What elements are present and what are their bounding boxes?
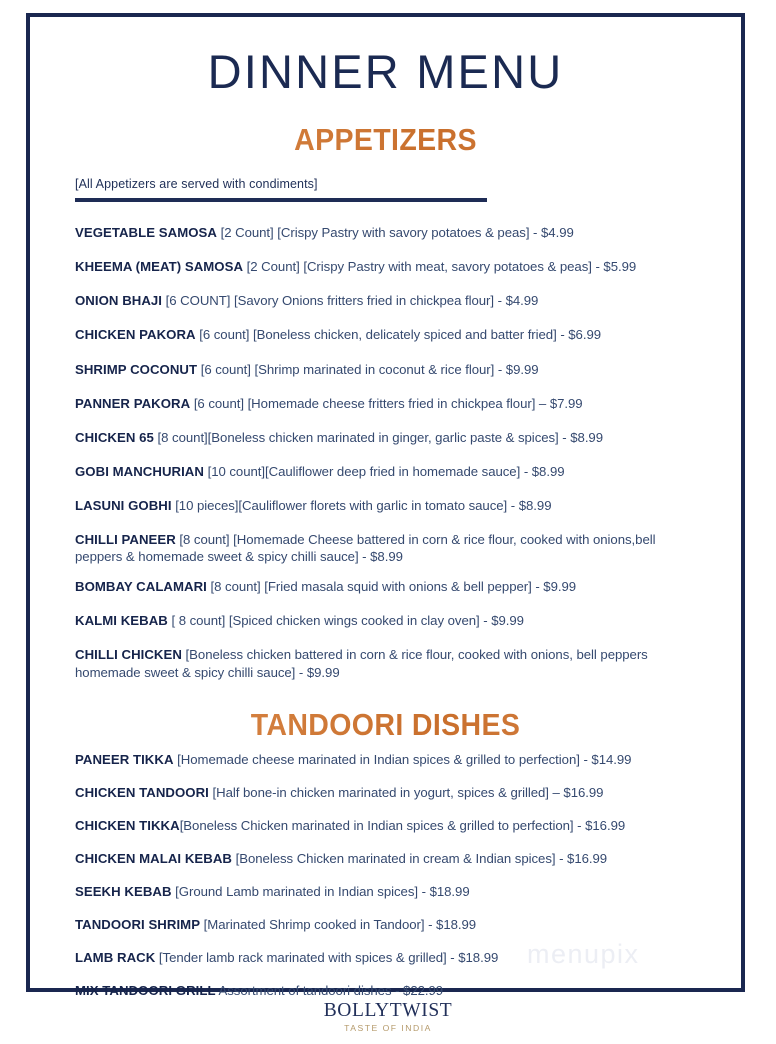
menu-item [75,578,697,612]
menu-item [75,850,697,883]
menu-item-description: [6 count] [Homemade cheese fritters fried in chickpea flour] – $7.99 [190,395,583,411]
menu-item-description: [10 pieces][Cauliflower florets with garlic in tomato sauce] - $8.99 [171,497,552,513]
menu-item [75,751,697,784]
section-divider-rule [75,198,487,202]
appetizers-note-block [75,177,741,202]
section-heading-tandoori: TANDOORI DISHES [58,707,712,743]
menu-item-description: [8 count] [Fried masala squid with onions & bell pepper] - $9.99 [206,578,577,594]
menu-item-name: GOBI MANCHURIAN [75,463,204,479]
menu-frame [26,13,745,999]
menu-item-description: [6 count] [Boneless chicken, delicately spiced and batter fried] - $6.99 [195,327,602,343]
restaurant-tagline: TASTE OF INDIA [344,1022,432,1033]
menu-item-name: LASUNI GOBHI [75,497,172,513]
menu-item [75,395,697,429]
menu-item-name: KHEEMA (MEAT) SAMOSA [75,259,244,275]
restaurant-name: BOLLYTWIST [323,1000,453,1021]
menu-item-name: VEGETABLE SAMOSA [75,225,217,241]
menu-item-description: [8 count][Boneless chicken marinated in ginger, garlic paste & spices] - $8.99 [153,429,603,445]
menu-item-name: CHICKEN 65 [75,429,154,445]
menu-item-name: KALMI KEBAB [75,612,168,628]
menu-item-name: PANEER TIKKA [75,752,174,768]
menu-item-name: SHRIMP COCONUT [75,361,198,377]
menu-item-description: [Boneless chicken battered in corn & rice flour, cooked with onions, bell peppers homemade sweet & spicy chilli sauce] - $9.99 [75,646,648,680]
section-heading-appetizers: APPETIZERS [58,122,712,158]
menu-item-name: CHICKEN TANDOORI [75,785,209,801]
menu-item-description: [Homemade cheese marinated in Indian spices & grilled to perfection] - $14.99 [173,752,632,768]
menu-item-name: ONION BHAJI [75,293,163,309]
menu-item [75,612,697,646]
tandoori-item-list [30,751,741,1015]
menu-item [75,224,697,258]
menu-item-description: Assortment of tandoori dishes - $22.99 [215,983,444,999]
menu-item [75,361,697,395]
menu-item [75,326,697,360]
menu-item-description: [Boneless Chicken marinated in cream & Indian spices] - $16.99 [232,851,608,867]
menu-item-description: [Tender lamb rack marinated with spices & grilled] - $18.99 [155,950,499,966]
menu-item-description: [Ground Lamb marinated in Indian spices] - $18.99 [171,884,470,900]
menu-item-description: [ 8 count] [Spiced chicken wings cooked in clay oven] - $9.99 [167,612,524,628]
appetizers-note: [All Appetizers are served with condiments] [75,177,318,192]
appetizer-item-list [30,224,741,693]
menu-item-description: [8 count] [Homemade Cheese battered in corn & rice flour, cooked with onions,bell peppers & homemade sweet & spicy chilli sauce] - $8.99 [75,531,656,565]
menu-item-description: [2 Count] [Crispy Pastry with meat, savory potatoes & peas] - $5.99 [243,259,637,275]
menu-item [75,817,697,850]
menu-item-description: [Half bone-in chicken marinated in yogurt, spices & grilled] – $16.99 [208,785,604,801]
menu-item [75,784,697,817]
menupix-watermark: menupix [527,939,640,969]
menu-item-name: CHICKEN MALAI KEBAB [75,851,232,867]
menu-item-description: [2 Count] [Crispy Pastry with savory potatoes & peas] - $4.99 [216,225,574,241]
menu-item-name: CHICKEN PAKORA [75,327,196,343]
menu-item-description: [Marinated Shrimp cooked in Tandoor] - $18.99 [200,917,477,933]
menu-item-name: SEEKH KEBAB [75,884,172,900]
menu-item [75,292,697,326]
menu-item [75,883,697,916]
menu-item [75,258,697,292]
page-title: DINNER MENU [207,45,564,98]
menu-item-name: CHILLI PANEER [75,531,176,547]
menu-item-description: [6 COUNT] [Savory Onions fritters fried in chickpea flour] - $4.99 [162,293,539,309]
menu-item-name: CHICKEN TIKKA [75,818,180,834]
menu-item-name: PANNER PAKORA [75,395,191,411]
menu-item-name: TANDOORI SHRIMP [75,917,201,933]
menu-item-description: [6 count] [Shrimp marinated in coconut & rice flour] - $9.99 [197,361,539,377]
menu-item-name: CHILLI CHICKEN [75,646,182,662]
menu-item-name: MIX TANDOORI GRILL [75,983,216,999]
menu-item-description: [10 count][Cauliflower deep fried in homemade sauce] - $8.99 [203,463,565,479]
menu-item [75,497,697,531]
menu-item [75,646,697,693]
footer-logo [0,1001,776,1032]
menu-item [75,531,697,578]
menu-item-description: [Boneless Chicken marinated in Indian spices & grilled to perfection] - $16.99 [179,818,626,834]
menu-item [75,463,697,497]
menu-item-name: BOMBAY CALAMARI [75,578,207,594]
menu-item-name: LAMB RACK [75,950,156,966]
menu-item [75,429,697,463]
